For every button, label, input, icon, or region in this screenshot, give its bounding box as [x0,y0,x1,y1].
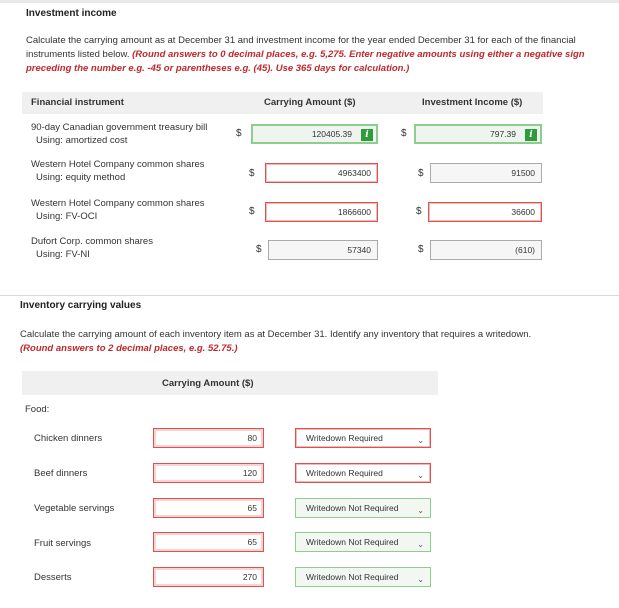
header-carrying-amount: Carrying Amount ($) [264,97,356,108]
currency-sign: $ [401,128,407,139]
chevron-down-icon: ⌄ [417,471,424,480]
chevron-down-icon: ⌄ [417,436,424,445]
instrument-method: Using: FV-NI [36,249,90,260]
instrument-name: 90-day Canadian government treasury bill [31,122,208,133]
chevron-down-icon: ⌄ [417,575,424,584]
select-value: Writedown Not Required [306,572,399,582]
instrument-method: Using: FV-OCI [36,211,98,222]
inventory-instruction-rounding: (Round answers to 2 decimal places, e.g. 52.75.) [20,343,238,354]
vegetable-amount-input[interactable]: 65 [153,498,264,518]
instrument-row-western-equity [31,158,231,184]
header-investment-income: Investment Income ($) [422,97,523,108]
inventory-instruction-text: Calculate the carrying amount of each inventory item as at December 31. Identify any inventory that requires a writedown. [20,329,532,340]
inventory-section-title: Inventory carrying values [20,300,142,311]
inventory-item-label: Desserts [34,572,72,583]
inventory-item-label: Fruit servings [34,538,92,549]
currency-sign: $ [249,168,255,179]
select-value: Writedown Required [306,468,383,478]
tbill-income-input[interactable] [414,124,542,144]
currency-sign: $ [416,206,422,217]
food-group-label: Food: [25,404,50,415]
select-value: Writedown Not Required [306,503,399,513]
inventory-item-label: Chicken dinners [34,433,103,444]
header-inventory-carrying-amount: Carrying Amount ($) [162,378,254,389]
section-divider [0,295,619,296]
inventory-instructions [20,328,610,356]
instrument-method: Using: amortized cost [36,135,128,146]
info-icon[interactable]: i [525,129,537,141]
investment-instruction-rounding: (Round answers to 0 decimal places, e.g. 5,275. Enter negative amounts using either a negative sign preceding the number e.g. -45 or parentheses e.g. (45). Use 365 days for calculation.) [26,49,585,74]
western-fvoci-income-input[interactable]: 36600 [428,202,542,222]
currency-sign: $ [418,244,424,255]
instrument-method: Using: equity method [36,172,126,183]
currency-sign: $ [249,206,255,217]
header-financial-instrument: Financial instrument [31,97,124,108]
dufort-carrying-input[interactable]: 57340 [268,240,378,260]
instrument-name: Western Hotel Company common shares [31,198,205,209]
instrument-name: Dufort Corp. common shares [31,236,153,247]
investment-section-title: Investment income [26,8,117,19]
select-value: Writedown Required [306,433,383,443]
info-icon[interactable]: i [361,129,373,141]
dufort-income-input[interactable]: (610) [430,240,542,260]
chicken-writedown-select[interactable] [295,428,431,448]
tbill-carrying-value: 120405.39 [311,129,352,139]
instrument-row-tbill [31,121,231,147]
tbill-carrying-input[interactable] [251,124,378,144]
beef-amount-input[interactable]: 120 [153,463,264,483]
desserts-amount-input[interactable]: 270 [153,567,264,587]
fruit-writedown-select[interactable] [295,532,431,552]
instrument-row-western-fvoci [31,197,231,223]
currency-sign: $ [418,168,424,179]
tbill-income-value: 797.39 [490,129,516,139]
western-fvoci-carrying-input[interactable]: 1866600 [265,202,378,222]
western-equity-carrying-input[interactable]: 4963400 [265,163,378,183]
investment-instructions [26,34,601,76]
investment-instruction-text: Calculate the carrying amount as at December 31 and investment income for the year ended December 31 for each of the financial instruments listed below. [26,35,576,60]
desserts-writedown-select[interactable] [295,567,431,587]
fruit-amount-input[interactable]: 65 [153,532,264,552]
instrument-row-dufort [31,235,231,261]
chevron-down-icon: ⌄ [417,506,424,515]
top-divider [0,0,619,3]
currency-sign: $ [236,128,242,139]
chevron-down-icon: ⌄ [417,540,424,549]
beef-writedown-select[interactable] [295,463,431,483]
chicken-amount-input[interactable]: 80 [153,428,264,448]
instrument-name: Western Hotel Company common shares [31,159,205,170]
currency-sign: $ [256,244,262,255]
western-equity-income-input[interactable]: 91500 [430,163,542,183]
select-value: Writedown Not Required [306,537,399,547]
vegetable-writedown-select[interactable] [295,498,431,518]
inventory-item-label: Beef dinners [34,468,88,479]
inventory-item-label: Vegetable servings [34,503,115,514]
